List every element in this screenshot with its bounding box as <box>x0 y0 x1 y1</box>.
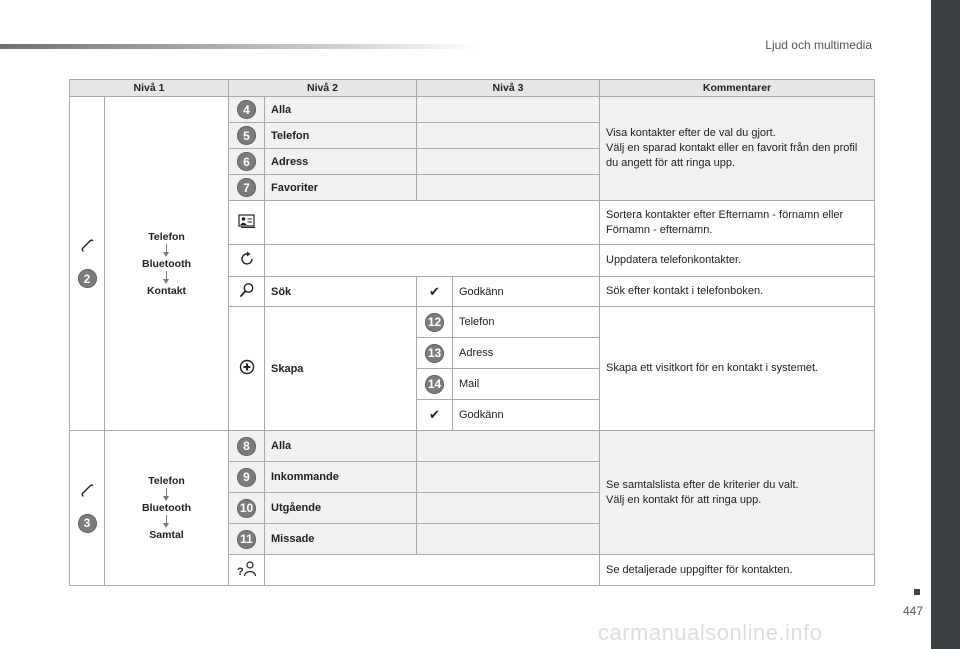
step-badge: 11 <box>237 530 256 549</box>
comment-cell: Se samtalslista efter de kriterier du valt. Välj en kontakt för att ringa upp. <box>600 431 875 555</box>
arrow-down-icon <box>166 488 167 497</box>
svg-text:?: ? <box>236 565 244 578</box>
level3-label: Adress <box>453 338 600 369</box>
contact-card-icon <box>238 214 256 228</box>
step-badge: 2 <box>78 269 97 288</box>
table-row <box>70 431 875 462</box>
step-badge: 4 <box>237 100 256 119</box>
section-title: Ljud och multimedia <box>765 38 872 52</box>
step-badge: 7 <box>237 178 256 197</box>
page-marker <box>914 589 920 595</box>
search-icon <box>239 282 255 298</box>
page-number: 447 <box>902 604 923 618</box>
header-level1: Nivå 1 <box>70 80 229 97</box>
level2-label: Alla <box>265 431 417 462</box>
step-badge: 9 <box>237 468 256 487</box>
level2-label: Telefon <box>265 123 417 149</box>
contact-details-icon <box>236 560 258 578</box>
comment-cell: Se detaljerade uppgifter för kontakten. <box>600 555 875 586</box>
level3-label: Telefon <box>453 307 600 338</box>
header-comments: Kommentarer <box>600 80 875 97</box>
add-icon <box>239 359 255 375</box>
menu-table <box>69 79 875 586</box>
header-rule <box>0 44 480 49</box>
path-step: Kontakt <box>146 284 187 297</box>
step-badge: 5 <box>237 126 256 145</box>
phone-icon <box>80 484 94 498</box>
level2-label: Sök <box>265 277 417 307</box>
phone-icon <box>80 239 94 253</box>
level2-label: Favoriter <box>265 175 417 201</box>
comment-cell: Skapa ett visitkort för en kontakt i systemet. <box>600 307 875 431</box>
navigation-path-cell <box>105 431 229 586</box>
step-badge: 13 <box>425 344 444 363</box>
checkmark-icon: ✔ <box>417 400 453 431</box>
right-sidebar <box>931 0 960 649</box>
table-row <box>70 97 875 123</box>
level2-label: Inkommande <box>265 462 417 493</box>
arrow-down-icon <box>166 271 167 280</box>
comment-cell: Visa kontakter efter de val du gjort. Välj en sparad kontakt eller en favorit från den profil du angett för att ringa upp. <box>600 97 875 201</box>
path-step: Bluetooth <box>142 257 191 270</box>
level2-label: Alla <box>265 97 417 123</box>
level3-label: Godkänn <box>453 400 600 431</box>
step-badge: 3 <box>78 514 97 533</box>
step-badge: 12 <box>425 313 444 332</box>
path-step: Telefon <box>148 230 185 243</box>
refresh-icon <box>239 251 255 267</box>
level2-label: Adress <box>265 149 417 175</box>
step-badge: 6 <box>237 152 256 171</box>
comment-cell: Sortera kontakter efter Efternamn - förnamn eller Förnamn - efternamn. <box>600 201 875 245</box>
checkmark-icon: ✔ <box>417 277 453 307</box>
level2-label: Skapa <box>265 307 417 431</box>
comment-cell: Uppdatera telefonkontakter. <box>600 245 875 277</box>
step-badge: 14 <box>425 375 444 394</box>
path-step: Telefon <box>148 475 185 487</box>
path-step: Samtal <box>149 529 184 541</box>
watermark: carmanualsonline.info <box>598 620 823 645</box>
level3-label: Godkänn <box>453 277 600 307</box>
level2-label: Utgående <box>265 493 417 524</box>
header-level2: Nivå 2 <box>229 80 417 97</box>
level2-label: Missade <box>265 524 417 555</box>
navigation-path-cell <box>105 97 229 431</box>
arrow-down-icon <box>166 244 167 253</box>
level1-cell <box>70 431 105 586</box>
step-badge: 8 <box>237 437 256 456</box>
arrow-down-icon <box>166 515 167 524</box>
level3-label: Mail <box>453 369 600 400</box>
comment-cell: Sök efter kontakt i telefonboken. <box>600 277 875 307</box>
header-level3: Nivå 3 <box>417 80 600 97</box>
table-header-row <box>70 80 875 97</box>
level1-cell <box>70 97 105 431</box>
path-step: Bluetooth <box>142 502 191 514</box>
step-badge: 10 <box>237 499 256 518</box>
